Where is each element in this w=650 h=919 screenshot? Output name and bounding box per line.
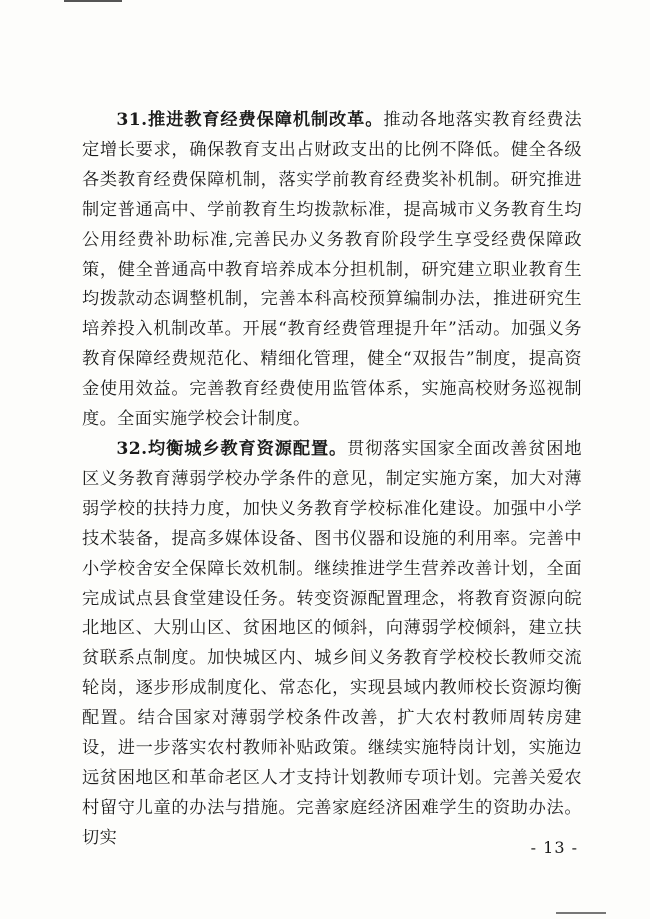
paragraph-32-body: 贯彻落实国家全面改善贫困地区义务教育薄弱学校办学条件的意见，制定实施方案，加大对薄弱学校的扶持力度，加快义务教育学校标准化建设。加强中小学技术装备，提高多媒体设备、图书仪器和设施的利用率。完善中小学校舍安全保障长效机制。继续推进学生营养改善计划，全面完成试点县食堂建设任务。转变资源配置理念，将教育资源向皖北地区、大别山区、贫困地区的倾斜，向薄弱学校倾斜，建立扶贫联系点制度。加快城区内、城乡间义务教育学校校长教师交流轮岗，逐步形成制度化、常态化，实现县域内教师校长资源均衡配置。结合国家对薄弱学校条件改善，扩大农村教师周转房建设，进一步落实农村教师补贴政策。继续实施特岗计划，实施边远贫困地区和革命老区人才支持计划教师专项计划。完善关爱农村留守儿童的办法与措施。完善家庭经济困难学生的资助办法。切实 [82, 438, 582, 848]
paragraph-32 [82, 435, 582, 854]
top-rule-divider [64, 0, 122, 2]
paragraph-31 [82, 106, 582, 435]
document-body [82, 106, 582, 854]
paragraph-31-body: 推动各地落实教育经费法定增长要求，确保教育支出占财政支出的比例不降低。健全各级各类教育经费保障机制，落实学前教育经费奖补机制。研究推进制定普通高中、学前教育生均拨款标准，提高城市义务教育生均公用经费补助标准,完善民办义务教育阶段学生享受经费保障政策，健全普通高中教育培养成本分担机制，研究建立职业教育生均拨款动态调整机制，完善本科高校预算编制办法，推进研究生培养投入机制改革。开展“教育经费管理提升年”活动。加强义务教育保障经费规范化、精细化管理，健全“双报告”制度，提高资金使用效益。完善教育经费使用监管体系，实施高校财务巡视制度。全面实施学校会计制度。 [82, 110, 582, 430]
bottom-rule-divider [556, 912, 606, 914]
paragraph-31-heading: 31.推进教育经费保障机制改革。 [116, 110, 384, 130]
page-number: - 13 - [530, 838, 578, 857]
paragraph-32-heading: 32.均衡城乡教育资源配置。 [116, 438, 348, 459]
